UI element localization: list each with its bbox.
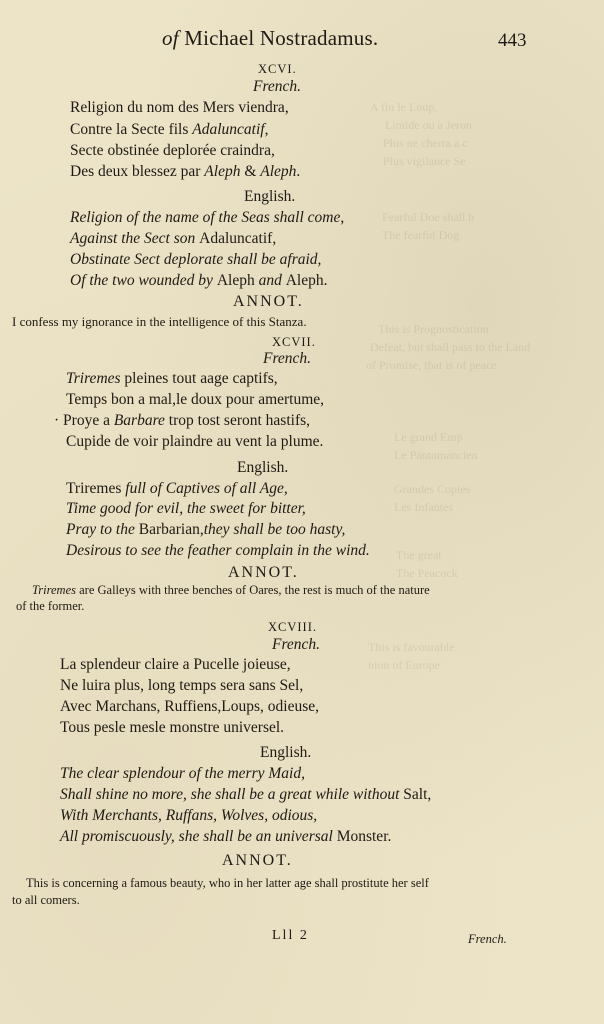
french-verse-line: Temps bon a mal,le doux pour amertume, (66, 391, 325, 408)
bleed-through-text: Le grand Emp (394, 430, 463, 444)
french-verse-line: Des deux blessez par Aleph & Aleph. (70, 163, 301, 180)
bleed-through-text: Le Pantomancien (394, 448, 478, 462)
french-verse-line: Triremes pleines tout aage captifs, (66, 370, 278, 387)
english-verse-line: All promiscuously, she shall be an universal Monster. (60, 828, 392, 845)
annot-heading: ANNOT. (228, 564, 299, 581)
annotation-text: to all comers. (12, 893, 80, 907)
bleed-through-text: This is favourable (368, 640, 455, 654)
french-label: French. (253, 78, 302, 95)
page-number: 443 (498, 30, 527, 51)
french-verse-line: · Proye a Barbare trop tost seront hastifs, (54, 412, 311, 429)
annotation-text: This is concerning a famous beauty, who in her latter age shall prostitute her self (26, 876, 429, 890)
bleed-through-text: Limide ou a Jeron (385, 118, 472, 132)
bleed-through-text: Grandes Copies (394, 482, 471, 496)
bleed-through-text: Fearful Doe shall b (382, 210, 475, 224)
french-label: French. (272, 636, 321, 653)
english-verse-line: Of the two wounded by Aleph and Aleph. (70, 272, 328, 289)
bleed-through-text: nion of Europe (368, 658, 440, 672)
bleed-through-text: Plus ne cherra a c (383, 136, 468, 150)
english-label: English. (260, 744, 312, 761)
french-verse-line: Contre la Secte fils Adaluncatif, (70, 121, 269, 138)
english-verse-line: Shall shine no more, she shall be a great while without Salt, (60, 786, 432, 803)
english-verse-line: Religion of the name of the Seas shall come, (70, 209, 345, 226)
bleed-through-text: Les Infantes (394, 500, 453, 514)
stanza-number: XCVII. (272, 335, 316, 349)
bleed-through-text: The fearful Dog (382, 228, 460, 242)
bleed-through-text: The Peacock (396, 566, 458, 580)
french-verse-line: Religion du nom des Mers viendra, (70, 99, 289, 116)
english-verse-line: The clear splendour of the merry Maid, (60, 765, 305, 782)
bleed-through-text: of Promise, that is of peace (366, 358, 497, 372)
annotation-text: of the former. (16, 599, 85, 613)
stanza-number: XCVI. (258, 62, 297, 76)
bleed-through-text: The great (396, 548, 442, 562)
annotation-text: Triremes are Galleys with three benches of Oares, the rest is much of the nature (32, 583, 430, 597)
annotation-text: I confess my ignorance in the intelligence of this Stanza. (12, 314, 307, 329)
english-label: English. (237, 459, 289, 476)
english-verse-line: Triremes full of Captives of all Age, (66, 480, 288, 497)
french-verse-line: Cupide de voir plaindre au vent la plume. (66, 433, 324, 450)
english-verse-line: With Merchants, Ruffans, Wolves, odious, (60, 807, 318, 824)
english-label: English. (244, 188, 296, 205)
annot-heading: ANNOT. (233, 293, 304, 310)
bleed-through-text: This is Prognostication (378, 322, 489, 336)
signature-mark: Lll 2 (272, 928, 309, 943)
french-verse-line: Ne luira plus, long temps sera sans Sel, (60, 677, 304, 694)
english-verse-line: Time good for evil, the sweet for bitter, (66, 500, 306, 517)
french-label: French. (263, 350, 312, 367)
french-verse-line: La splendeur claire a Pucelle joieuse, (60, 656, 291, 673)
french-verse-line: Secte obstinée deplorée craindra, (70, 142, 275, 159)
catchword: French. (468, 932, 507, 946)
bleed-through-text: Defeat, but shall pass to the Land (370, 340, 531, 354)
bleed-through-text: A fin le Loup, (370, 100, 438, 114)
french-verse-line: Tous pesle mesle monstre universel. (60, 719, 285, 736)
running-head: of Michael Nostradamus. (162, 26, 379, 50)
english-verse-line: Obstinate Sect deplorate shall be afraid, (70, 251, 322, 268)
bleed-through-text: Plus vigilance Se (383, 154, 466, 168)
running-head-title: Michael Nostradamus. (184, 26, 379, 50)
english-verse-line: Desirous to see the feather complain in the wind. (66, 542, 370, 559)
english-verse-line: Pray to the Barbarian,they shall be too hasty, (66, 521, 346, 538)
annot-heading: ANNOT. (222, 852, 293, 869)
stanza-number: XCVIII. (268, 620, 318, 634)
english-verse-line: Against the Sect son Adaluncatif, (70, 230, 277, 247)
french-verse-line: Avec Marchans, Ruffiens,Loups, odieuse, (60, 698, 319, 715)
